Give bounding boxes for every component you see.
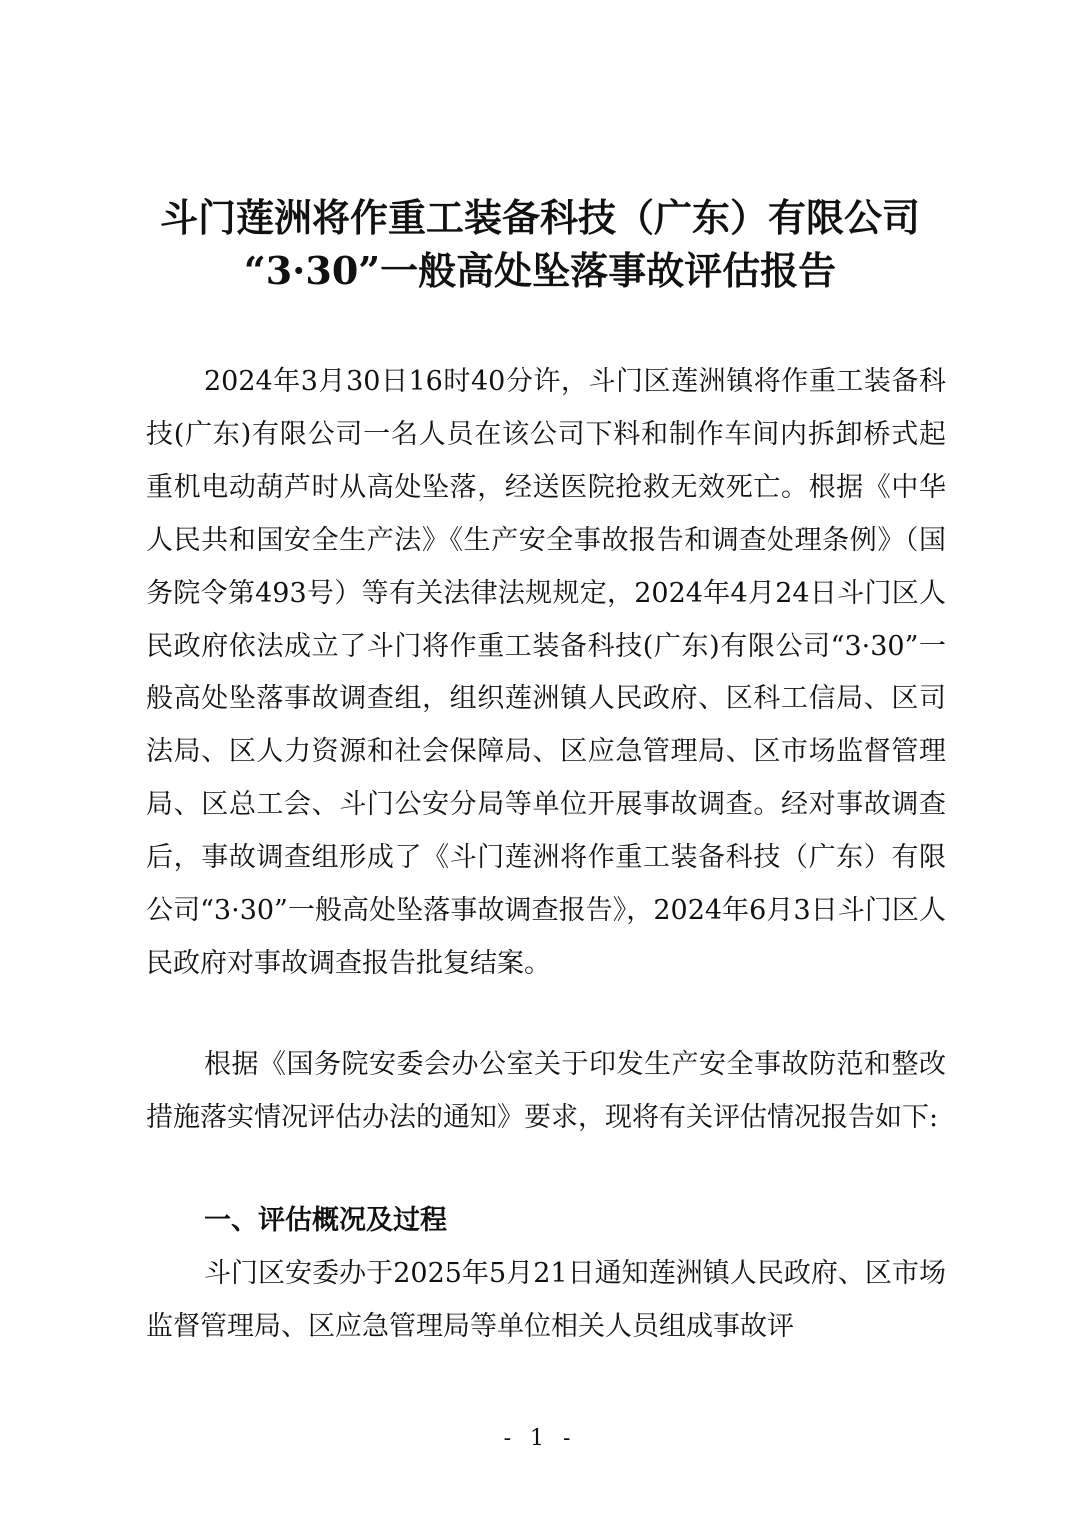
section-heading-1: 一、评估概况及过程	[204, 1205, 447, 1236]
document-title-line-2: “3·30”一般高处坠落事故评估报告	[243, 248, 837, 293]
page-number: - 1 -	[503, 1426, 577, 1451]
body-paragraph-2: 根据《国务院安委会办公室关于印发生产安全事故防范和整改措施落实情况评估办法的通知》要求，现将有关评估情况报告如下:	[146, 1049, 946, 1133]
body-paragraph-3: 斗门区安委办于2025年5月21日通知莲洲镇人民政府、区市场监督管理局、区应急管理局等单位相关人员组成事故评	[146, 1258, 946, 1342]
body-paragraph-1: 2024年3月30日16时40分许，斗门区莲洲镇将作重工装备科技(广东)有限公司一名人员在该公司下料和制作车间内拆卸桥式起重机电动葫芦时从高处坠落，经送医院抢救无效死亡。根据《中华人民共和国安全生产法》《生产安全事故报告和调查处理条例》（国务院令第493号）等有关法律法规规定，2024年4月24日斗门区人民政府依法成立了斗门将作重工装备科技(广东)有限公司“3·30”一般高处坠落事故调查组，组织莲洲镇人民政府、区科工信局、区司法局、区人力资源和社会保障局、区应急管理局、区市场监督管理局、区总工会、斗门公安分局等单位开展事故调查。经对事故调查后，事故调查组形成了《斗门莲洲将作重工装备科技（广东）有限公司“3·30”一般高处坠落事故调查报告》，2024年6月3日斗门区人民政府对事故调查报告批复结案。	[146, 366, 946, 979]
document-title-line-1: 斗门莲洲将作重工装备科技（广东）有限公司	[159, 195, 920, 240]
